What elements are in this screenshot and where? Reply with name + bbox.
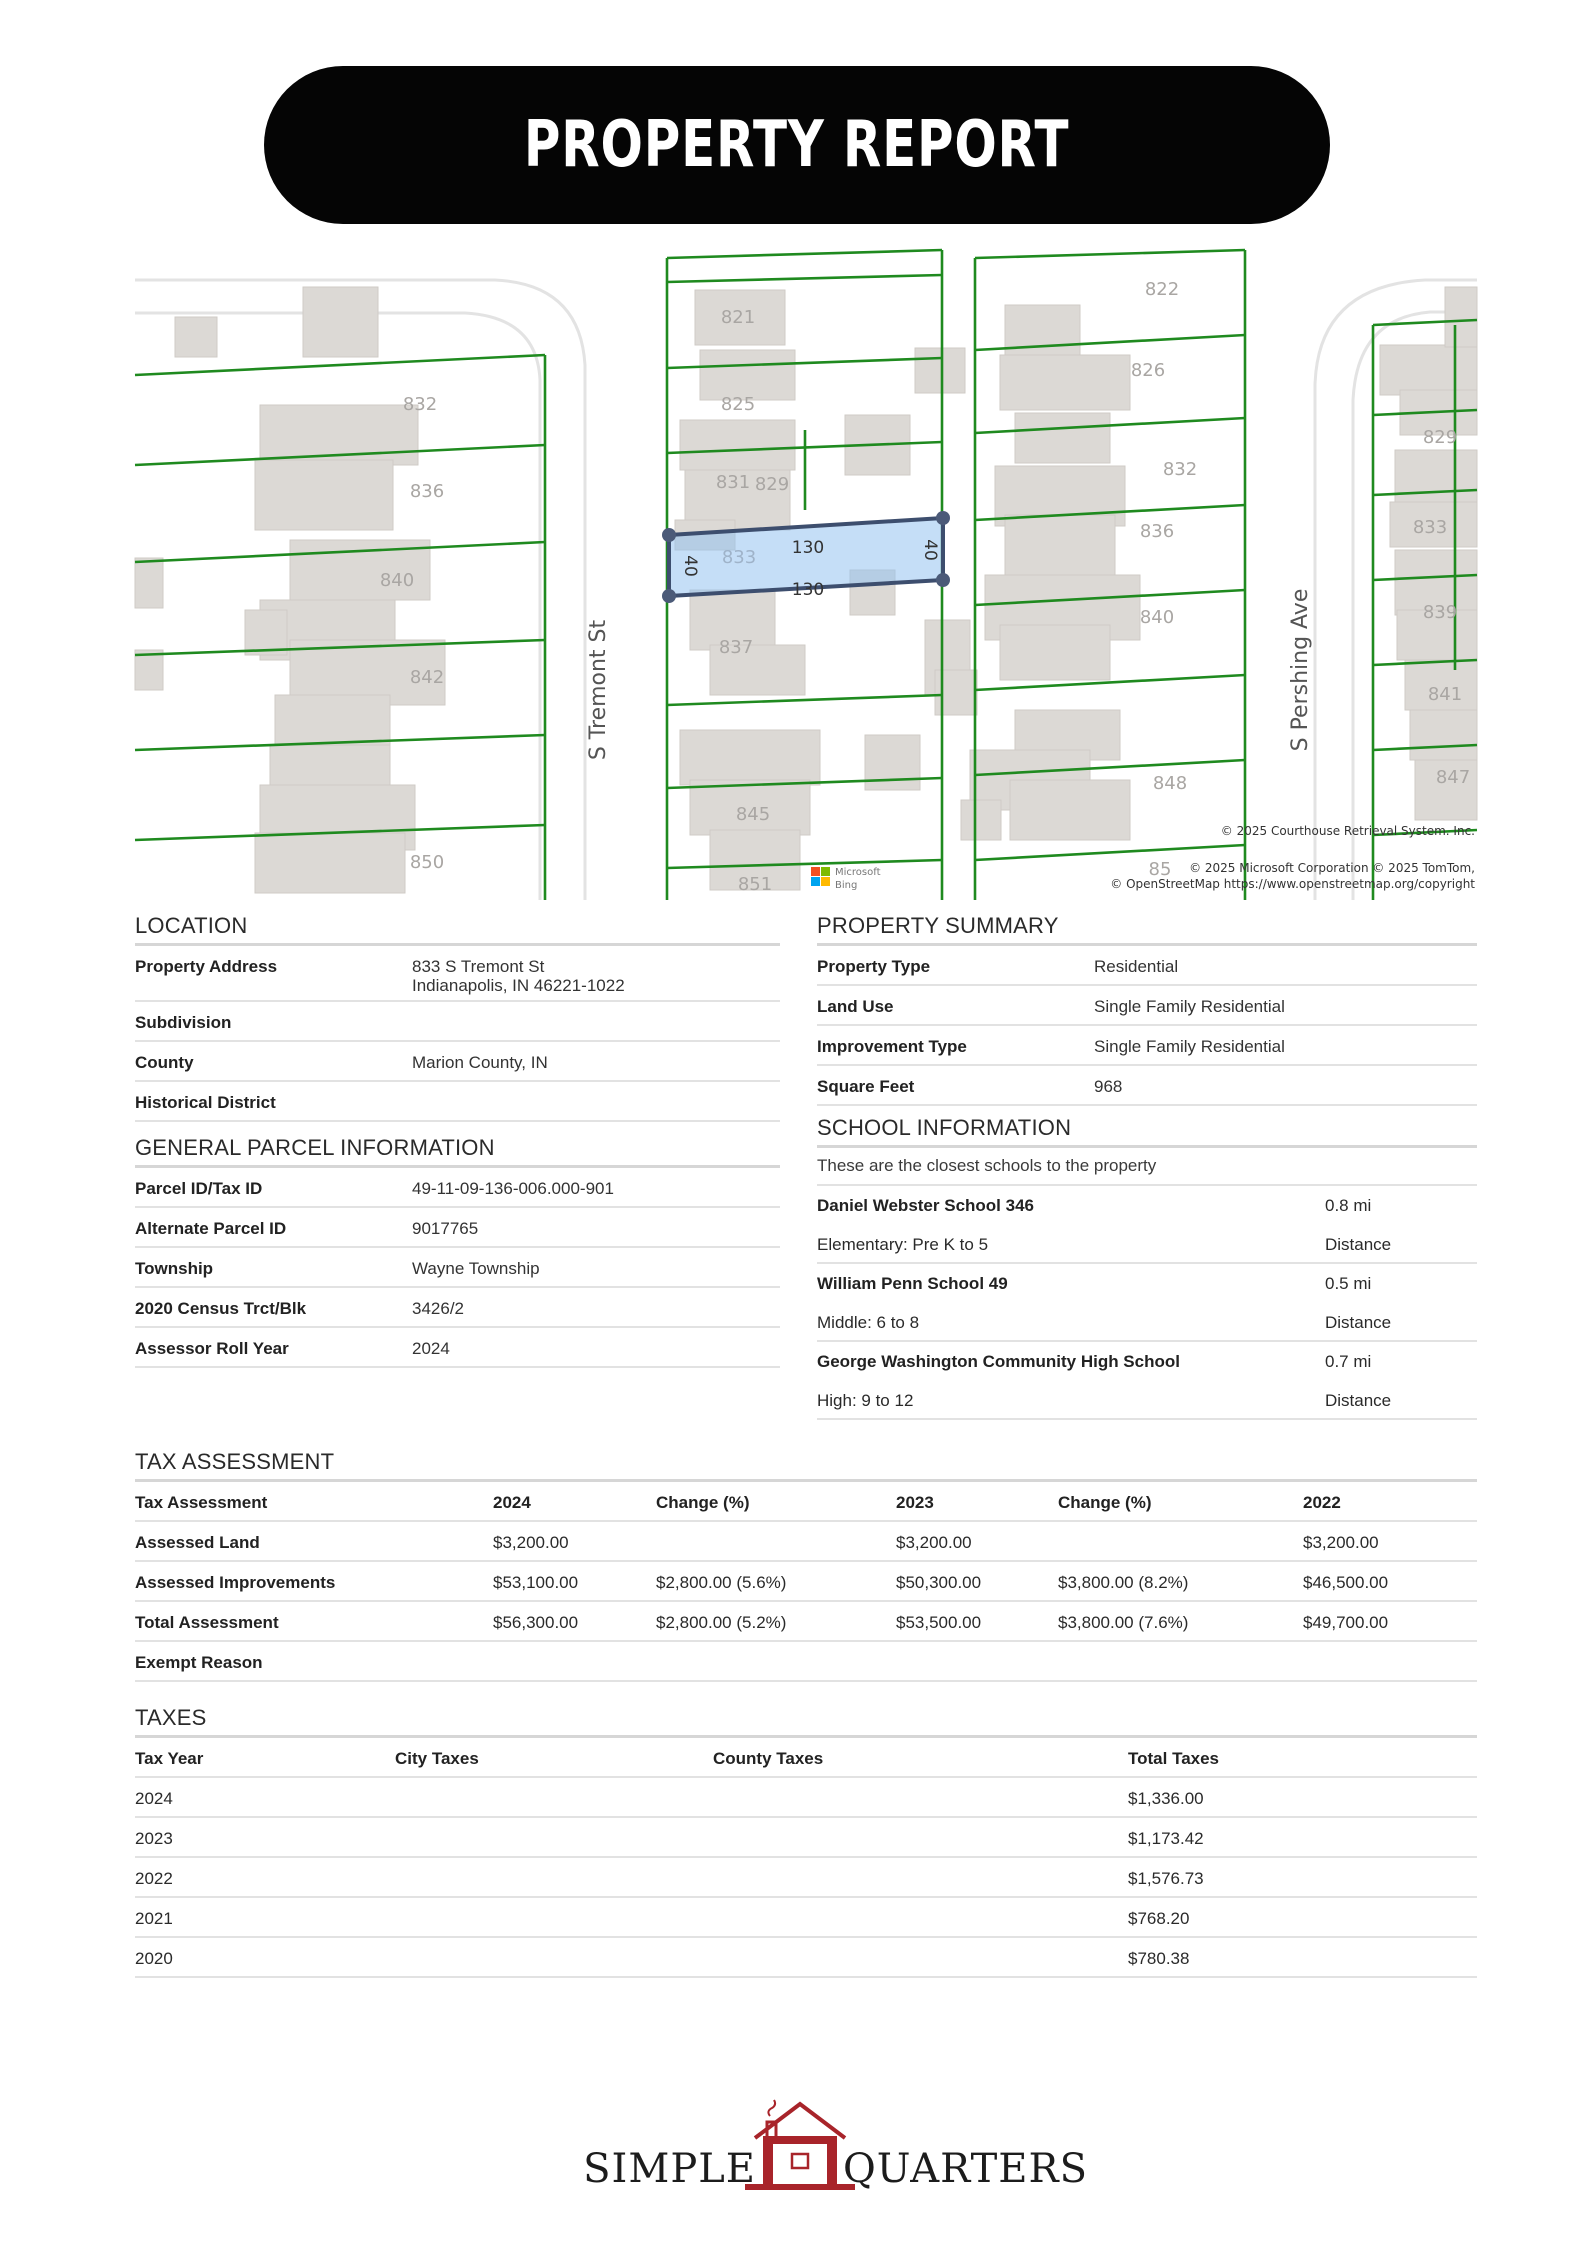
- lot-number: 836: [1139, 521, 1175, 542]
- table-cell: $3,200.00: [493, 1533, 569, 1552]
- simple-quarters-logo: [560, 2098, 1088, 2208]
- field-value: Single Family Residential: [1094, 997, 1285, 1016]
- field-label: Subdivision: [135, 1013, 232, 1032]
- taxes-title: TAXES: [135, 1705, 1477, 1738]
- lot-number: 832: [402, 394, 438, 415]
- location-row: [135, 1002, 780, 1042]
- street-label-tremont: S Tremont St: [586, 619, 611, 761]
- table-cell: [713, 1869, 1128, 1896]
- table-cell: [395, 1949, 713, 1976]
- field-label: Land Use: [817, 997, 894, 1016]
- lot-number: 847: [1435, 767, 1471, 788]
- table-cell: $3,800.00 (8.2%): [1058, 1573, 1189, 1592]
- field-value: Residential: [1094, 957, 1179, 976]
- column-header: Total Taxes: [1128, 1749, 1220, 1768]
- street-label-pershing: S Pershing Ave: [1288, 588, 1313, 752]
- dim-bottom: 130: [791, 580, 825, 600]
- lot-number: 833: [1412, 517, 1448, 538]
- table-cell: [713, 1909, 1128, 1936]
- school-name: William Penn School 49: [817, 1274, 1008, 1293]
- parcel-row: [135, 1248, 780, 1288]
- bing-logo: [811, 867, 881, 891]
- column-header: Change (%): [1058, 1493, 1152, 1512]
- tax_assessment-row: [135, 1602, 1477, 1642]
- field-label: Square Feet: [817, 1077, 915, 1096]
- location-row: [135, 946, 780, 1002]
- table-cell: $2,800.00 (5.2%): [656, 1613, 787, 1632]
- table-cell: [395, 1869, 713, 1896]
- table-cell: 2023: [135, 1829, 173, 1848]
- credit-microsoft: © 2025 Microsoft Corporation © 2025 TomTom,: [1189, 861, 1475, 875]
- logo-text-quarters: QUARTERS: [843, 2146, 1088, 2192]
- lot-number: 829: [754, 474, 790, 495]
- table-cell: [395, 1789, 713, 1816]
- field-value: Single Family Residential: [1094, 1037, 1285, 1056]
- field-label: Alternate Parcel ID: [135, 1219, 287, 1238]
- lot-number: 841: [1427, 684, 1463, 705]
- field-value: 3426/2: [412, 1299, 464, 1318]
- location-title: LOCATION: [135, 913, 780, 946]
- school-level-row: [817, 1381, 1477, 1420]
- school-level-row: [817, 1303, 1477, 1342]
- column-header: Change (%): [656, 1493, 750, 1512]
- table-cell: $50,300.00: [896, 1573, 982, 1592]
- parcel-row: [135, 1288, 780, 1328]
- table-cell: [896, 1653, 1058, 1680]
- field-label: Property Address: [135, 957, 278, 976]
- table-cell: [1058, 1653, 1303, 1680]
- taxes-header-row: [135, 1738, 1477, 1778]
- school-name: George Washington Community High School: [817, 1352, 1180, 1371]
- field-label: Improvement Type: [817, 1037, 967, 1056]
- svg-text:Bing: Bing: [835, 880, 858, 891]
- lot-number: 85: [1148, 859, 1172, 880]
- report-title: PROPERTY REPORT: [524, 108, 1070, 182]
- field-label: Property Type: [817, 957, 931, 976]
- table-cell: [395, 1829, 713, 1856]
- table-cell: $780.38: [1128, 1949, 1190, 1968]
- credit-courthouse: © 2025 Courthouse Retrieval System. Inc.: [1220, 824, 1475, 838]
- column-header: 2023: [896, 1493, 934, 1512]
- lot-number: 831: [715, 472, 751, 493]
- table-cell: $56,300.00: [493, 1613, 579, 1632]
- field-value: 968: [1094, 1077, 1123, 1096]
- school-distance-label: Distance: [1325, 1313, 1392, 1332]
- summary-row: [817, 986, 1477, 1026]
- parcel-row: [135, 1328, 780, 1368]
- school-name: Daniel Webster School 346: [817, 1196, 1034, 1215]
- taxes-row: [135, 1778, 1477, 1818]
- dim-right: 40: [920, 539, 940, 561]
- table-cell: $53,500.00: [896, 1613, 982, 1632]
- table-cell: Assessed Land: [135, 1533, 260, 1552]
- summary-title: PROPERTY SUMMARY: [817, 913, 1477, 946]
- table-cell: [395, 1909, 713, 1936]
- taxes-row: [135, 1858, 1477, 1898]
- table-cell: [713, 1789, 1128, 1816]
- taxes-row: [135, 1898, 1477, 1938]
- lot-number: 829: [1422, 427, 1458, 448]
- tax_assessment-header-row: [135, 1482, 1477, 1522]
- taxes-section: [135, 1705, 1477, 1978]
- location-row: [135, 1082, 780, 1122]
- lot-number: 825: [720, 394, 756, 415]
- lot-number: 850: [409, 852, 445, 873]
- summary-row: [817, 1066, 1477, 1106]
- field-label: County: [135, 1053, 194, 1072]
- field-value: 9017765: [412, 1219, 479, 1238]
- summary-row: [817, 946, 1477, 986]
- table-cell: 2024: [135, 1789, 173, 1808]
- table-cell: 2022: [135, 1869, 173, 1888]
- school-title: SCHOOL INFORMATION: [817, 1115, 1477, 1148]
- location-row: [135, 1042, 780, 1082]
- dim-top: 130: [791, 538, 825, 558]
- svg-text:Microsoft: Microsoft: [835, 867, 881, 878]
- parcel-section: [135, 1135, 780, 1368]
- field-value: Marion County, IN: [412, 1053, 548, 1072]
- table-cell: $1,576.73: [1128, 1869, 1204, 1888]
- lot-number: 848: [1152, 773, 1188, 794]
- school-section: [817, 1115, 1477, 1420]
- lot-number: 840: [379, 570, 415, 591]
- school-name-row: [817, 1264, 1477, 1303]
- tax_assessment-row: [135, 1642, 1477, 1682]
- table-cell: $2,800.00 (5.6%): [656, 1573, 787, 1592]
- school-level: Middle: 6 to 8: [817, 1313, 920, 1332]
- school-distance: 0.5 mi: [1325, 1274, 1372, 1293]
- table-cell: $768.20: [1128, 1909, 1190, 1928]
- lot-number: 832: [1162, 459, 1198, 480]
- school-distance-label: Distance: [1325, 1235, 1392, 1254]
- school-name-row: [817, 1186, 1477, 1225]
- table-cell: 2021: [135, 1909, 173, 1928]
- table-cell: $3,200.00: [1303, 1533, 1379, 1552]
- column-header: 2024: [493, 1493, 531, 1512]
- field-label: Assessor Roll Year: [135, 1339, 289, 1358]
- lot-number: 839: [1422, 602, 1458, 623]
- field-label: 2020 Census Trct/Blk: [135, 1299, 307, 1318]
- summary-section: [817, 913, 1477, 1106]
- lot-number: 840: [1139, 607, 1175, 628]
- table-cell: [1058, 1533, 1303, 1560]
- column-header: County Taxes: [713, 1749, 824, 1768]
- lot-number: 836: [409, 481, 445, 502]
- field-value: 833 S Tremont St Indianapolis, IN 46221-1022: [412, 957, 625, 995]
- table-cell: $3,800.00 (7.6%): [1058, 1613, 1189, 1632]
- location-section: [135, 913, 780, 1122]
- table-cell: [1303, 1653, 1473, 1680]
- column-header: Tax Year: [135, 1749, 204, 1768]
- tax-assessment-section: [135, 1449, 1477, 1682]
- lot-number: 833: [721, 547, 757, 568]
- tax_assessment-row: [135, 1522, 1477, 1562]
- lot-number: 845: [735, 804, 771, 825]
- lot-number: 821: [720, 307, 756, 328]
- school-level: High: 9 to 12: [817, 1391, 914, 1410]
- table-cell: Exempt Reason: [135, 1653, 263, 1672]
- lot-number: 826: [1130, 360, 1166, 381]
- tax-assessment-title: TAX ASSESSMENT: [135, 1449, 1477, 1482]
- taxes-row: [135, 1818, 1477, 1858]
- logo-text-simple: SIMPLE: [583, 2146, 756, 2192]
- school-level: Elementary: Pre K to 5: [817, 1235, 989, 1254]
- field-label: Township: [135, 1259, 214, 1278]
- field-label: Parcel ID/Tax ID: [135, 1179, 263, 1198]
- column-header: 2022: [1303, 1493, 1341, 1512]
- school-distance-label: Distance: [1325, 1391, 1392, 1410]
- field-value: Wayne Township: [412, 1259, 540, 1278]
- table-cell: [656, 1653, 896, 1680]
- field-value: 2024: [412, 1339, 450, 1358]
- table-cell: $1,173.42: [1128, 1829, 1204, 1848]
- parcel-title: GENERAL PARCEL INFORMATION: [135, 1135, 780, 1168]
- report-banner: [264, 66, 1330, 224]
- school-distance: 0.8 mi: [1325, 1196, 1372, 1215]
- school-distance: 0.7 mi: [1325, 1352, 1372, 1371]
- table-cell: 2020: [135, 1949, 173, 1968]
- tax_assessment-row: [135, 1562, 1477, 1602]
- table-cell: $49,700.00: [1303, 1613, 1389, 1632]
- table-cell: [493, 1653, 656, 1680]
- table-cell: $53,100.00: [493, 1573, 579, 1592]
- school-name-row: [817, 1342, 1477, 1381]
- table-cell: Assessed Improvements: [135, 1573, 336, 1592]
- table-cell: [656, 1533, 896, 1560]
- column-header: City Taxes: [395, 1749, 479, 1768]
- taxes-row: [135, 1938, 1477, 1978]
- field-label: Historical District: [135, 1093, 276, 1112]
- credit-osm: © OpenStreetMap https://www.openstreetmap.org/copyright: [1110, 877, 1475, 891]
- field-value: 49-11-09-136-006.000-901: [412, 1179, 614, 1198]
- column-header: Tax Assessment: [135, 1493, 268, 1512]
- parcel-row: [135, 1208, 780, 1248]
- table-cell: $3,200.00: [896, 1533, 972, 1552]
- table-cell: $1,336.00: [1128, 1789, 1204, 1808]
- lot-number: 822: [1144, 279, 1180, 300]
- school-subtitle: These are the closest schools to the property: [817, 1148, 1477, 1186]
- table-cell: [713, 1949, 1128, 1976]
- parcel-row: [135, 1168, 780, 1208]
- lot-number: 851: [737, 874, 773, 895]
- table-cell: Total Assessment: [135, 1613, 279, 1632]
- parcel-map: [135, 250, 1477, 900]
- table-cell: [713, 1829, 1128, 1856]
- summary-row: [817, 1026, 1477, 1066]
- dim-left: 40: [680, 555, 700, 577]
- lot-number: 837: [718, 637, 754, 658]
- table-cell: $46,500.00: [1303, 1573, 1389, 1592]
- school-level-row: [817, 1225, 1477, 1264]
- lot-number: 842: [409, 667, 445, 688]
